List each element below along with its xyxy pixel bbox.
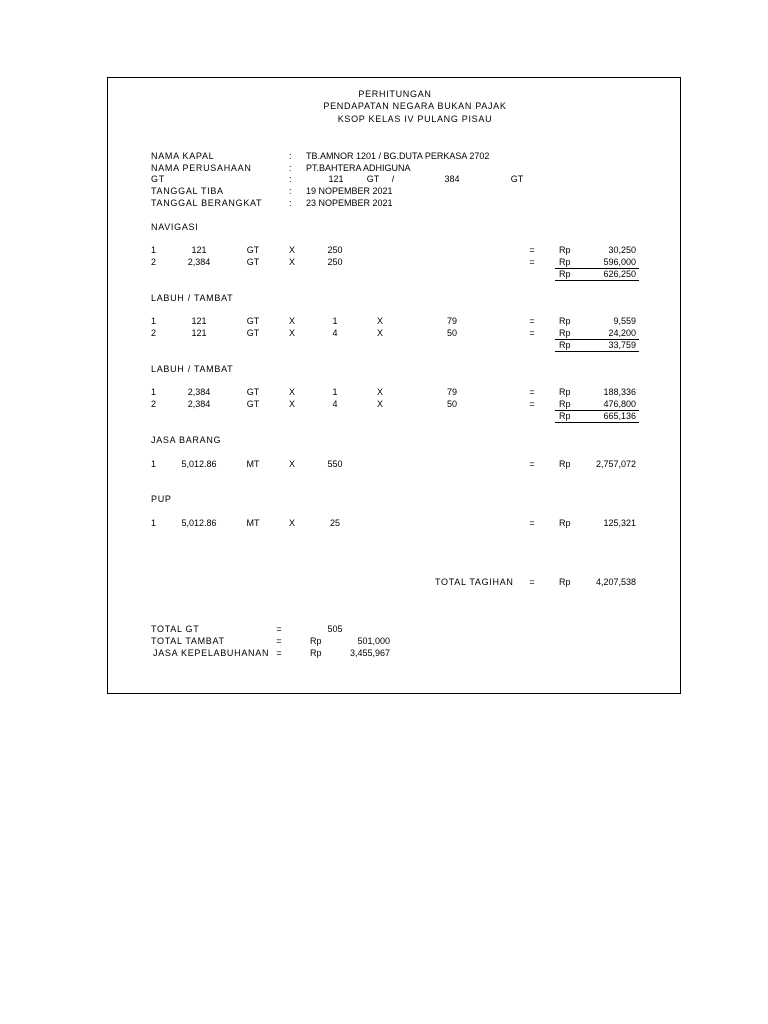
colon: : (289, 163, 292, 173)
row-unit: GT (246, 316, 260, 326)
row-number: 1 (151, 245, 157, 255)
currency-label: Rp (559, 411, 571, 421)
row-qty: 2,384 (187, 387, 211, 397)
row-number: 1 (151, 387, 157, 397)
currency-label: Rp (559, 328, 571, 338)
berangkat-label: TANGGAL BERANGKAT (151, 198, 263, 208)
row-unit: GT (246, 387, 260, 397)
currency-label: Rp (559, 459, 571, 469)
gt-value-1: 121 (328, 174, 344, 184)
row-amount: 476,800 (603, 399, 636, 409)
colon: : (289, 174, 292, 184)
equals-sign: = (529, 245, 535, 255)
equals-sign: = (529, 328, 535, 338)
row-amount: 125,321 (603, 518, 636, 528)
row-amount: 9,559 (613, 316, 636, 326)
row-factor: 4 (332, 328, 338, 338)
row-amount: 596,000 (603, 257, 636, 267)
row-rate: 50 (446, 328, 458, 338)
times-sign: X (288, 459, 296, 469)
subtotal-amount: 626,250 (603, 269, 636, 279)
currency-label: Rp (559, 257, 571, 267)
colon: : (289, 151, 292, 161)
total-tagihan-amount: 4,207,538 (595, 577, 636, 587)
currency-label: Rp (559, 518, 571, 528)
currency-label: Rp (559, 269, 571, 279)
currency-label: Rp (559, 245, 571, 255)
row-amount: 24,200 (608, 328, 636, 338)
colon: : (289, 186, 292, 196)
row-unit: GT (246, 399, 260, 409)
total-tambat-value: 501,000 (357, 636, 390, 646)
row-qty: 2,384 (187, 399, 211, 409)
subtotal-rule-bottom (555, 422, 639, 423)
row-qty: 5,012.86 (181, 459, 217, 469)
equals-sign: = (529, 387, 535, 397)
times-sign: X (288, 399, 296, 409)
subtotal-rule-bottom (555, 280, 639, 281)
currency-label: Rp (559, 387, 571, 397)
times-sign: X (288, 245, 296, 255)
currency-label: Rp (310, 636, 322, 646)
equals-sign: = (529, 518, 535, 528)
gt-value-2: 384 (444, 174, 460, 184)
equals-sign: = (529, 316, 535, 326)
times-sign: X (376, 399, 384, 409)
row-rate: 25 (329, 518, 341, 528)
nama-kapal-value: TB.AMNOR 1201 / BG.DUTA PERKASA 2702 (306, 151, 490, 161)
row-factor: 4 (332, 399, 338, 409)
row-rate: 79 (446, 316, 458, 326)
gt-unit-2: GT (510, 174, 524, 184)
total-gt-label: TOTAL GT (151, 624, 200, 634)
row-amount: 30,250 (608, 245, 636, 255)
currency-label: Rp (559, 577, 571, 587)
times-sign: X (288, 257, 296, 267)
row-rate: 250 (327, 257, 343, 267)
tiba-label: TANGGAL TIBA (151, 186, 224, 196)
gt-slash: / (391, 174, 395, 184)
subtotal-amount: 665,136 (603, 411, 636, 421)
times-sign: X (288, 387, 296, 397)
equals-sign: = (529, 257, 535, 267)
row-unit: MT (246, 459, 260, 469)
row-unit: GT (246, 245, 260, 255)
berangkat-value: 23 NOPEMBER 2021 (306, 198, 393, 208)
equals-sign: = (529, 399, 535, 409)
perusahaan-label: NAMA PERUSAHAAN (151, 163, 252, 173)
subtotal-amount: 33,759 (608, 340, 636, 350)
times-sign: X (288, 518, 296, 528)
times-sign: X (376, 387, 384, 397)
row-qty: 121 (191, 316, 207, 326)
equals-sign: = (276, 636, 282, 646)
row-qty: 121 (191, 245, 207, 255)
row-rate: 250 (327, 245, 343, 255)
section-title-pup: PUP (151, 494, 172, 504)
times-sign: X (376, 328, 384, 338)
header-office: KSOP KELAS IV PULANG PISAU (337, 114, 493, 124)
row-amount: 188,336 (603, 387, 636, 397)
row-unit: GT (246, 257, 260, 267)
section-title-labuh-tambat: LABUH / TAMBAT (151, 364, 234, 374)
gt-label: GT (151, 174, 165, 184)
equals-sign: = (276, 624, 282, 634)
perusahaan-value: PT.BAHTERA ADHIGUNA (306, 163, 411, 173)
section-title-labuh-tambat: LABUH / TAMBAT (151, 293, 234, 303)
row-factor: 1 (332, 316, 338, 326)
row-number: 1 (151, 459, 157, 469)
header-subtitle: PENDAPATAN NEGARA BUKAN PAJAK (323, 101, 507, 111)
row-number: 1 (151, 316, 157, 326)
times-sign: X (288, 328, 296, 338)
row-amount: 2,757,072 (595, 459, 636, 469)
row-unit: MT (246, 518, 260, 528)
row-number: 2 (151, 399, 157, 409)
equals-sign: = (276, 648, 282, 658)
colon: : (289, 198, 292, 208)
currency-label: Rp (559, 399, 571, 409)
gt-unit-1: GT (366, 174, 380, 184)
subtotal-rule-bottom (555, 351, 639, 352)
currency-label: Rp (559, 316, 571, 326)
row-number: 1 (151, 518, 157, 528)
jasa-kepelabuhanan-label: JASA KEPELABUHANAN (153, 648, 270, 658)
row-rate: 550 (327, 459, 343, 469)
row-qty: 5,012.86 (181, 518, 217, 528)
row-rate: 79 (446, 387, 458, 397)
nama-kapal-label: NAMA KAPAL (151, 151, 215, 161)
row-unit: GT (246, 328, 260, 338)
currency-label: Rp (310, 648, 322, 658)
row-factor: 1 (332, 387, 338, 397)
times-sign: X (376, 316, 384, 326)
row-number: 2 (151, 328, 157, 338)
section-title-navigasi: NAVIGASI (151, 222, 199, 232)
total-gt-value: 505 (327, 624, 343, 634)
header-title: PERHITUNGAN (358, 89, 432, 99)
row-qty: 2,384 (187, 257, 211, 267)
row-number: 2 (151, 257, 157, 267)
equals-sign: = (529, 577, 535, 587)
jasa-kepelabuhanan-value: 3,455,967 (349, 648, 390, 658)
total-tambat-label: TOTAL TAMBAT (151, 636, 225, 646)
currency-label: Rp (559, 340, 571, 350)
equals-sign: = (529, 459, 535, 469)
total-tagihan-label: TOTAL TAGIHAN (435, 577, 514, 587)
row-qty: 121 (191, 328, 207, 338)
tiba-value: 19 NOPEMBER 2021 (306, 186, 393, 196)
times-sign: X (288, 316, 296, 326)
row-rate: 50 (446, 399, 458, 409)
section-title-jasa-barang: JASA BARANG (151, 435, 222, 445)
